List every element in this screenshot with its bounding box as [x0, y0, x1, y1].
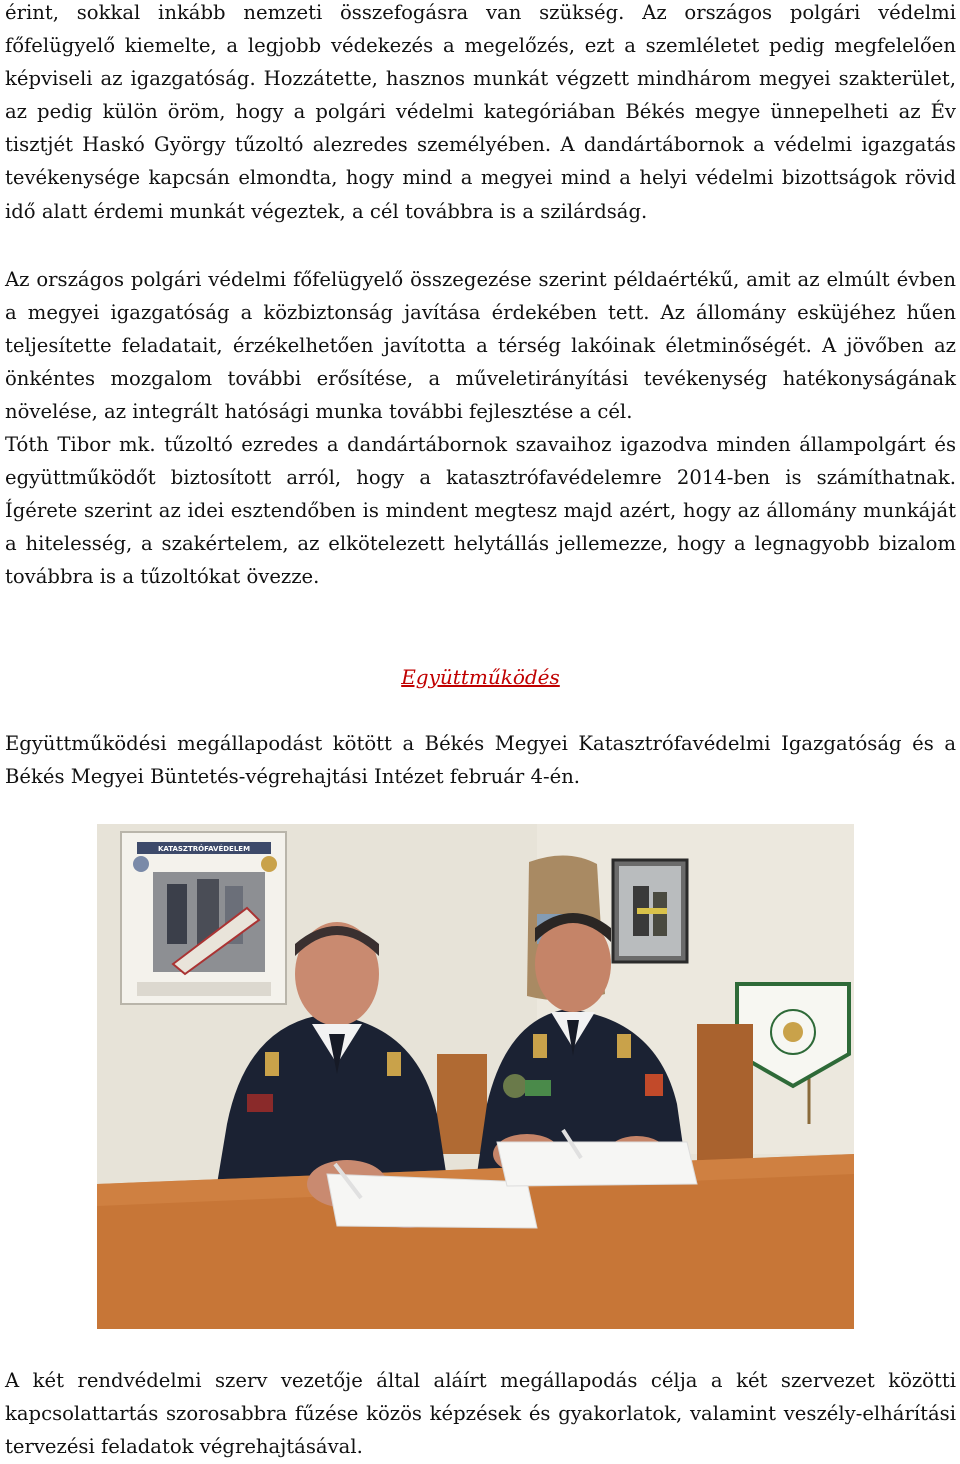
paragraph-3: Tóth Tibor mk. tűzoltó ezredes a dandártábornok szavaihoz igazodva minden állampolgárt és együttműködőt biztosított arról, hogy a katasztrófavédelemre 2014-ben is számíthatnak. Ígérete szerint az idei esztendőben is mindent megtesz majd azért, hogy az állomány munkáját a hitelesség, a szakértelem, az elkötelezett helytállás jellemezze, hogy a legnagyobb bizalom továbbra is a tűzoltókat övezze. [5, 433, 956, 589]
framed-picture [613, 860, 687, 962]
paragraph-1: érint, sokkal inkább nemzeti összefogásra van szükség. Az országos polgári védelmi főfelügyelő kiemelte, a legjobb védekezés a megelőzés, ezt a szemléletet pedig megfelelően képviseli az igazgatóság. Hozzátette, hasznos munkát végzett mindhárom megyei szakterület, az pedig külön öröm, hogy a polgári védelmi kategóriában Békés megye ünnepelheti az Év tisztjét Haskó György tűzoltó alezredes személyében. A dandártábornok a védelmi igazgatás tevékenysége kapcsán elmondta, hogy mind a megyei mind a helyi védelmi bizottságok rövid idő alatt érdemi munkát végeztek, a cél továbbra is a szilárdság. [5, 1, 956, 223]
poster-title: KATASZTRÓFAVÉDELEM [157, 845, 251, 853]
paragraph-5: A két rendvédelmi szerv vezetője által aláírt megállapodás célja a két szervezet közötti kapcsolattartás szorosabbra fűzése közös képzések és gyakorlatok, valamint veszély-elhárítási tervezési feladatok végrehajtásával. [5, 1369, 956, 1459]
section-heading: Együttműködés [401, 665, 560, 689]
paragraph-4: Együttműködési megállapodást kötött a Békés Megyei Katasztrófavédelmi Igazgatóság és a Békés Megyei Büntetés-végrehajtási Intézet február 4-én. [5, 732, 956, 789]
paragraph-2: Az országos polgári védelmi főfelügyelő összegezése szerint példaértékű, amit az elmúlt évben a megyei igazgatóság a közbiztonság javítása érdekében tett. Az állomány esküjéhez hűen teljesítette feladatait, érzékelhetően javította a térség lakóinak életminőségét. A jövőben az önkéntes mozgalom további erősítése, a műveletirányítási tevékenység hatékonyságának növelése, az integrált hatósági munka további fejlesztése a cél. [5, 268, 956, 424]
signing-photo [97, 824, 854, 1329]
poster [121, 832, 286, 1004]
